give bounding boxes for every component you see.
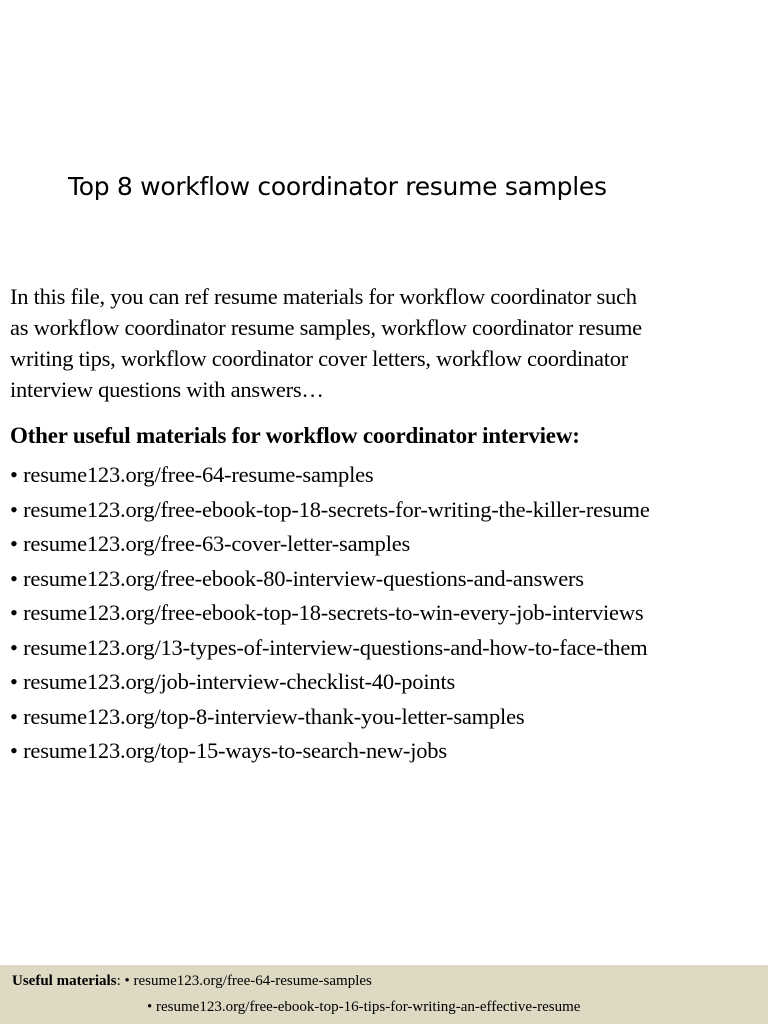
footer-line — [147, 999, 580, 1016]
intro-line: as workflow coordinator resume samples, workflow coordinator resume — [10, 315, 642, 340]
footer-link[interactable]: • resume123.org/free-ebook-top-16-tips-for-writing-an-effective-resume — [147, 999, 581, 1015]
footer-bar — [0, 965, 768, 1024]
footer-label: Useful materials — [12, 973, 117, 989]
intro-line: interview questions with answers… — [10, 377, 324, 402]
materials-link[interactable]: • resume123.org/free-ebook-80-interview-questions-and-answers — [10, 562, 650, 597]
materials-link[interactable]: • resume123.org/free-64-resume-samples — [10, 458, 650, 493]
intro-line: writing tips, workflow coordinator cover letters, workflow coordinator — [10, 346, 628, 371]
materials-link[interactable]: • resume123.org/free-ebook-top-18-secrets-for-writing-the-killer-resume — [10, 493, 650, 528]
intro-line: In this file, you can ref resume materials for workflow coordinator such — [10, 284, 637, 309]
materials-link[interactable]: • resume123.org/top-8-interview-thank-you-letter-samples — [10, 700, 650, 735]
footer-line — [12, 973, 372, 990]
footer-link[interactable]: resume123.org/free-64-resume-samples — [133, 973, 372, 989]
materials-link[interactable]: • resume123.org/free-ebook-top-18-secrets-to-win-every-job-interviews — [10, 596, 650, 631]
materials-link[interactable]: • resume123.org/top-15-ways-to-search-new-jobs — [10, 734, 650, 769]
materials-link[interactable]: • resume123.org/free-63-cover-letter-samples — [10, 527, 650, 562]
materials-heading: Other useful materials for workflow coordinator interview: — [10, 423, 580, 448]
materials-link[interactable]: • resume123.org/13-types-of-interview-questions-and-how-to-face-them — [10, 631, 650, 666]
intro-paragraph — [10, 281, 762, 405]
footer-separator: : • — [116, 973, 134, 989]
materials-link[interactable]: • resume123.org/job-interview-checklist-40-points — [10, 665, 650, 700]
materials-list — [10, 458, 650, 769]
page-title: Top 8 workflow coordinator resume samples — [68, 172, 607, 201]
